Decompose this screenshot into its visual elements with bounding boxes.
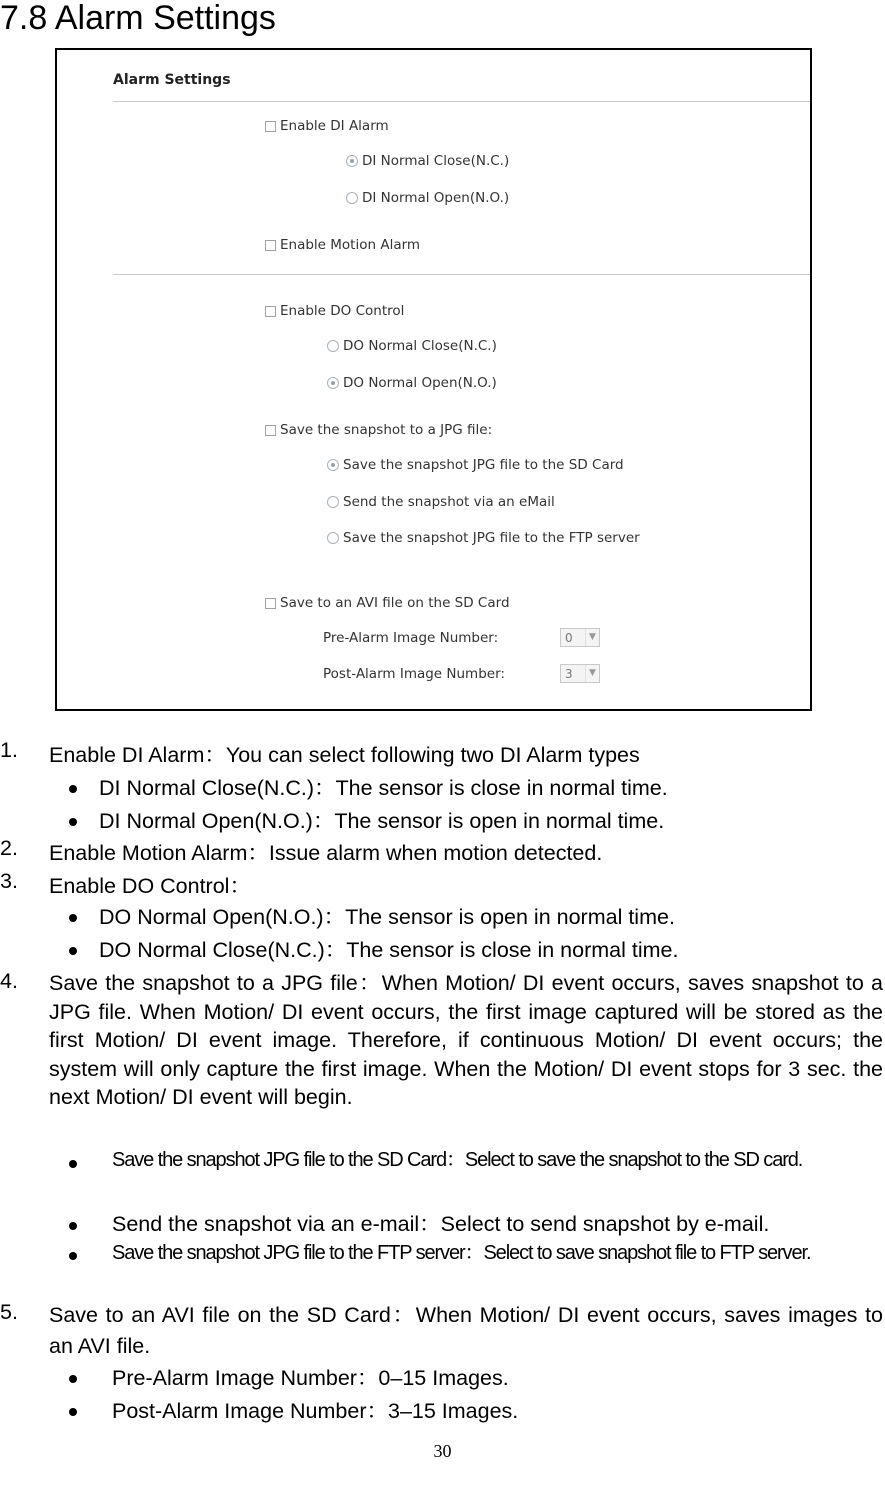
enable-di-alarm-checkbox[interactable]: Enable DI Alarm <box>265 118 389 134</box>
item-number: 1. <box>0 738 18 762</box>
chevron-down-icon: ▼ <box>585 629 599 646</box>
bullet-dot <box>69 785 77 793</box>
bullet-dot <box>69 818 77 826</box>
bullet-snapshot-sd: Save the snapshot JPG file to the SD Card：Select to save the snapshot to the SD card. <box>112 1149 803 1171</box>
do-normal-close-radio[interactable]: DO Normal Close(N.C.) <box>327 338 497 354</box>
item-save-avi: Save to an AVI file on the SD Card：When Motion/ DI event occurs, saves images to an AVI file. <box>49 1303 883 1358</box>
bullet-pre-alarm: Pre-Alarm Image Number：0–15 Images. <box>112 1366 509 1390</box>
radio-selected[interactable] <box>346 155 358 167</box>
radio-selected[interactable] <box>327 459 339 471</box>
save-avi-checkbox[interactable]: Save to an AVI file on the SD Card <box>265 595 510 611</box>
item-number: 3. <box>0 869 18 893</box>
checkbox-box[interactable] <box>265 598 276 609</box>
bullet-dot <box>69 1375 77 1383</box>
bullet-dot <box>69 1252 77 1260</box>
panel-title: Alarm Settings <box>113 72 231 88</box>
bullet-do-nc: DO Normal Close(N.C.)：The sensor is close in normal time. <box>99 938 679 962</box>
divider <box>113 274 810 275</box>
checkbox-box[interactable] <box>265 240 276 251</box>
item-number: 2. <box>0 836 18 860</box>
radio[interactable] <box>346 192 358 204</box>
item-di-alarm: Enable DI Alarm：You can select following two DI Alarm types <box>49 743 640 767</box>
snapshot-ftp-radio[interactable]: Save the snapshot JPG file to the FTP server <box>327 530 640 546</box>
item-motion-alarm: Enable Motion Alarm：Issue alarm when motion detected. <box>49 841 603 865</box>
page-number: 30 <box>433 1441 452 1461</box>
di-normal-open-radio[interactable]: DI Normal Open(N.O.) <box>346 190 509 206</box>
bullet-dot <box>69 914 77 922</box>
checkbox-box[interactable] <box>265 306 276 317</box>
alarm-settings-screenshot <box>55 48 812 711</box>
bullet-dot <box>69 1408 77 1416</box>
radio[interactable] <box>327 496 339 508</box>
pre-alarm-label: Pre-Alarm Image Number: <box>323 630 499 646</box>
bullet-dot <box>69 1222 77 1230</box>
bullet-di-no: DI Normal Open(N.O.)：The sensor is open in normal time. <box>99 809 665 833</box>
radio-selected[interactable] <box>327 377 339 389</box>
checkbox-box[interactable] <box>265 425 276 436</box>
divider <box>113 101 810 102</box>
enable-do-control-checkbox[interactable]: Enable DO Control <box>265 303 404 319</box>
bullet-snapshot-email: Send the snapshot via an e-mail：Select to send snapshot by e-mail. <box>112 1212 770 1236</box>
checkbox-box[interactable] <box>265 121 276 132</box>
bullet-snapshot-ftp: Save the snapshot JPG file to the FTP server：Select to save snapshot file to FTP server. <box>112 1242 811 1264</box>
save-snapshot-jpg-checkbox[interactable]: Save the snapshot to a JPG file: <box>265 422 492 438</box>
item-do-control: Enable DO Control： <box>49 874 251 898</box>
do-normal-open-radio[interactable]: DO Normal Open(N.O.) <box>327 375 497 391</box>
section-heading: 7.8 Alarm Settings <box>0 0 276 37</box>
pre-alarm-select[interactable]: 0 ▼ <box>560 628 600 647</box>
item-number: 4. <box>0 969 18 993</box>
bullet-dot <box>69 1160 77 1168</box>
bullet-do-no: DO Normal Open(N.O.)：The sensor is open in normal time. <box>99 905 675 929</box>
chevron-down-icon: ▼ <box>585 665 599 682</box>
snapshot-email-radio[interactable]: Send the snapshot via an eMail <box>327 494 555 510</box>
bullet-post-alarm: Post-Alarm Image Number：3–15 Images. <box>112 1399 519 1423</box>
radio[interactable] <box>327 532 339 544</box>
enable-motion-alarm-checkbox[interactable]: Enable Motion Alarm <box>265 237 420 253</box>
radio[interactable] <box>327 340 339 352</box>
post-alarm-select[interactable]: 3 ▼ <box>560 664 600 683</box>
snapshot-sd-card-radio[interactable]: Save the snapshot JPG file to the SD Card <box>327 457 624 473</box>
item-number: 5. <box>0 1300 18 1324</box>
bullet-dot <box>69 947 77 955</box>
item-save-snapshot: Save the snapshot to a JPG file：When Motion/ DI event occurs, saves snapshot to a JPG file. When Motion/ DI event occurs, the first image captured will be stored as the first Motion/ DI event image. Therefore, if continuous Motion/ DI event occurs; the system will only capture the first image. When the Motion/ DI event stops for 3 sec. the next Motion/ DI event will begin. <box>49 971 883 1109</box>
di-normal-close-radio[interactable]: DI Normal Close(N.C.) <box>346 153 509 169</box>
post-alarm-label: Post-Alarm Image Number: <box>323 666 505 682</box>
bullet-di-nc: DI Normal Close(N.C.)：The sensor is close in normal time. <box>99 776 668 800</box>
